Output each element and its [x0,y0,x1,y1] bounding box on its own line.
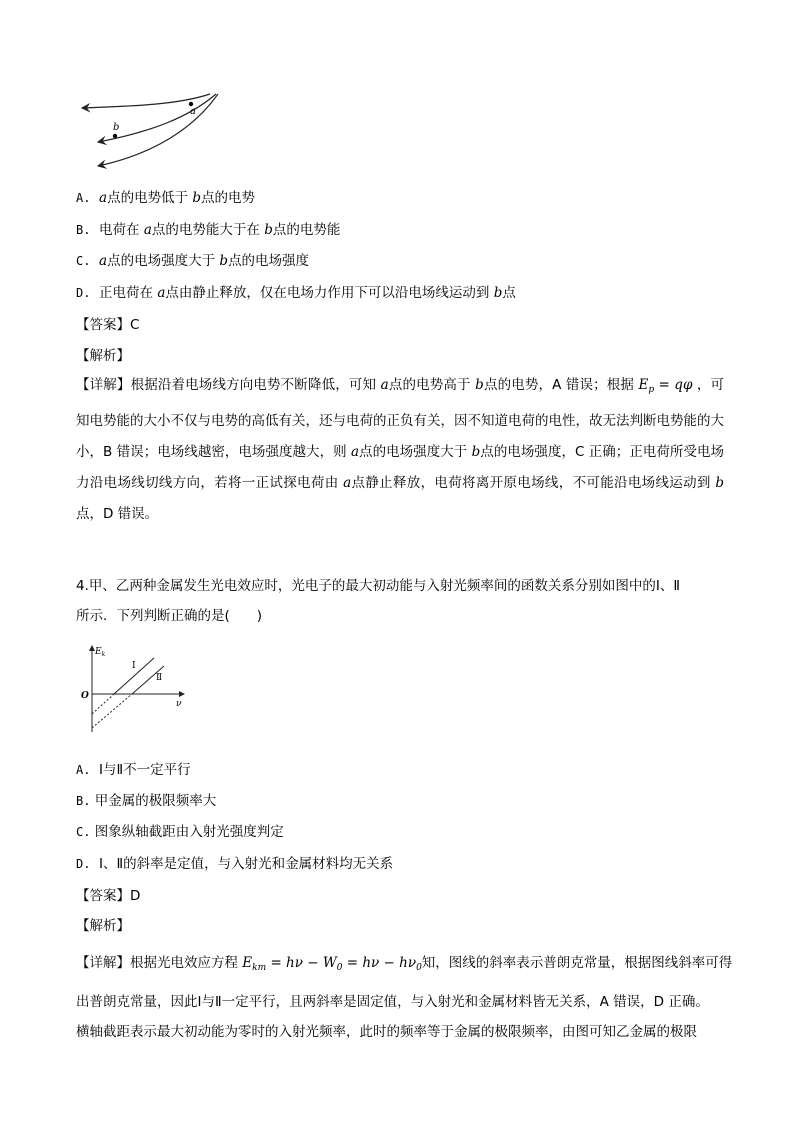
line-1-label: Ⅰ [132,661,136,671]
q4-answer: 【答案】D [76,888,141,904]
q4-analysis-header: 【解析】 [76,918,130,934]
line-2-dashed [92,694,132,728]
q4-stem-line1: 4.甲、乙两种金属发生光电效应时，光电子的最大初动能与入射光频率间的函数关系分别如图中的Ⅰ、Ⅱ [76,578,681,594]
q3-option-d: D. 正电荷在 a点由静止释放，仅在电场力作用下可以沿电场线运动到 b点 [76,285,516,301]
potential-energy-formula: $E_p = q\varphi$ [638,377,693,395]
q4-stem-line2: 所示．下列判断正确的是( ) [76,608,263,624]
photoelectric-graph [81,642,194,734]
field-lines-figure [70,88,230,168]
q4-option-c: C. 图象纵轴截距由入射光强度判定 [76,824,284,840]
q3-detail: 【详解】根据沿着电场线方向电势不断降低，可知 a点的电势高于 b点的电势，A 错误；根据 $E_p = q\varphi$ ，可知电势能的大小不仅与电势的高低有关，还与电荷的正负有关，因不知道电荷的电性，故无法判断电势能的大小，B 错误；电场线越密，电场强度越大，则 a点的电场强度大于 b点的电场强度，C 正确；正电荷所受电场力沿电场线切线方向，若将一正试探电荷由 a点静止释放，电荷将离开原电场线，不可能沿电场线运动到 b点，D 错误。 [76,377,725,522]
q3-option-b: B. 电荷在 a点的电势能大于在 b点的电势能 [76,222,341,238]
x-axis-label: ν [176,699,182,709]
q4-detail-line3: 横轴截距表示最大初动能为零时的入射光频率，此时的频率等于金属的极限频率，由图可知乙金属的极限 [76,1024,697,1040]
q3-analysis-header: 【解析】 [76,348,130,364]
q3-answer: 【答案】C [76,317,140,333]
q4-option-a: A. Ⅰ与Ⅱ不一定平行 [76,762,191,778]
q4-option-b: B. 甲金属的极限频率大 [76,793,217,809]
photoelectric-equation: $E_{km} = h\nu - W_0 = h\nu - h\nu_0$ [242,955,422,973]
line-1-dashed [92,694,114,714]
line-2-label: Ⅱ [156,673,163,683]
q4-detail-line2: 出普朗克常量，因此Ⅰ与Ⅱ一定平行，且两斜率是固定值，与入射光和金属材料皆无关系，A 错误，D 正确。 [76,994,709,1010]
q4-option-d: D. Ⅰ、Ⅱ的斜率是定值，与入射光和金属材料均无关系 [76,856,394,872]
q3-option-c: C. a点的电场强度大于 b点的电场强度 [76,253,310,269]
y-axis-label: $E_k$ [95,647,106,658]
point-a-label: a [190,106,196,117]
point-b [113,134,117,138]
q4-detail-line1: 【详解】根据光电效应方程 $E_{km} = h\nu - W_0 = h\nu - h\nu_0$知，图线的斜率表示普朗克常量，根据图线斜率可得 [76,955,733,973]
origin-label: O [81,691,89,701]
q3-option-a: A. a点的电势低于 b点的电势 [76,190,256,206]
point-b-label: b [113,122,120,133]
